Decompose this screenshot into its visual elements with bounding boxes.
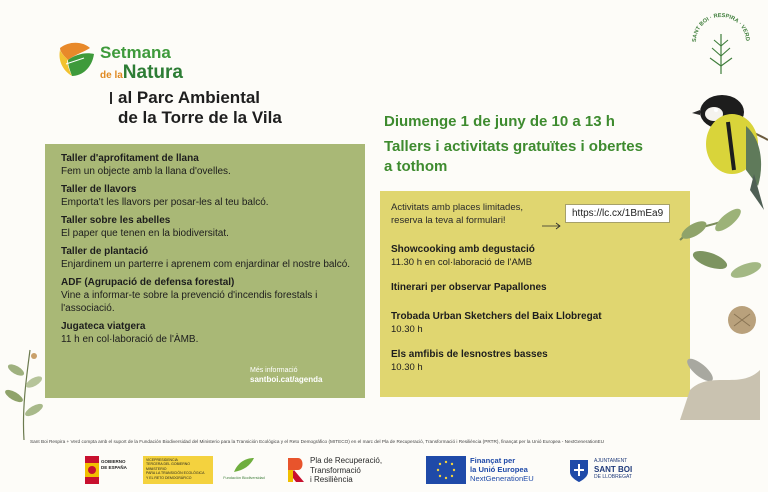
logo-line2-big: Natura: [122, 62, 183, 83]
notice-line1: Activitats amb places limitades,: [391, 202, 523, 213]
event-subtitle: Tallers i activitats gratuïtes i obertes a tothom: [384, 138, 643, 175]
great-tit-bird-illustration-icon: [650, 70, 768, 430]
logo-line2: [100, 63, 183, 82]
fundacion-biodiversidad-logo: [220, 456, 268, 484]
activity-title: Els amfibis de lesnostres basses: [391, 349, 548, 360]
activity-item: [391, 281, 690, 294]
more-info: [250, 366, 322, 385]
fern-plant-illustration-icon: [0, 330, 48, 440]
workshop-title: Jugateca viatgera: [61, 321, 146, 332]
venue-title: [118, 88, 282, 128]
activity-title: Itinerari per observar Papallones: [391, 282, 547, 293]
ajuntament-line3: DE LLOBREGAT: [594, 474, 632, 480]
workshop-desc: Fem un objecte amb la llana d'ovelles.: [61, 166, 231, 177]
miteco-line5: Y EL RETO DEMOGRÁFICO: [146, 475, 192, 480]
spain-coat-of-arms-icon: [85, 456, 99, 484]
miteco-line3: MINISTERIO: [146, 466, 167, 471]
badge-text: SANT BOI · RESPIRA · VERD: [691, 12, 751, 43]
workshop-title: Taller de llavors: [61, 184, 137, 195]
ajuntament-text: [594, 458, 632, 481]
gob-espana-text: [101, 459, 145, 470]
fundacion-text: Fundación Biodiversidad: [223, 476, 265, 480]
prtr-logo: [286, 454, 406, 486]
workshop-desc: Enjardinem un parterre i aprenem com enjardinar el nostre balcó.: [61, 259, 351, 270]
prtr-line1: Pla de Recuperació,: [310, 456, 383, 465]
workshop-desc: 11 h en col·laboració de l'ÀMB.: [61, 334, 199, 345]
venue-line1: al Parc Ambiental: [118, 88, 261, 107]
workshop-item: [61, 183, 365, 209]
event-logo: [100, 44, 183, 82]
miteco-block: [143, 456, 213, 484]
miteco-line2: TERCERA DEL GOBIERNO: [146, 462, 191, 467]
workshop-title: Taller d'aprofitament de llana: [61, 153, 199, 164]
workshop-title: Taller sobre les abelles: [61, 215, 171, 226]
prtr-line2: Transformació: [310, 465, 361, 475]
venue-line2: de la Torre de la Vila: [118, 108, 282, 127]
eu-line1: Finançat per: [470, 456, 516, 465]
eu-line2: la Unió Europea: [470, 465, 528, 474]
workshop-desc: El paper que tenen en la biodiversitat.: [61, 228, 229, 239]
more-info-label: Més informació: [250, 367, 298, 374]
event-date: Diumenge 1 de juny de 10 a 13 h: [384, 113, 615, 130]
eu-funding-logo: [426, 456, 550, 486]
activity-item: [391, 310, 690, 336]
workshop-item: [61, 320, 365, 346]
workshop-desc: Vine a informar-te sobre la prevenció d'incendis forestals i l'associació.: [61, 290, 318, 314]
funding-footnote: Sant Boi Respira + Verd compta amb el suport de la Fundación Biodiversidad del Ministerio para la Transición Ecológica y el Reto Demográfico (MITECO) en el marc del Pla de Recuperació, Transformació i Resiliència (PRTR), finançat per la Unió Europea - NextGenerationEU: [30, 439, 605, 444]
prtr-text: [310, 456, 382, 485]
miteco-line1: VICEPRESIDENCIA: [146, 458, 178, 462]
workshop-title: Taller de plantació: [61, 246, 149, 257]
logo-line2-small: de la: [100, 70, 123, 81]
registration-url[interactable]: https://lc.cx/1BmEa9: [565, 204, 670, 223]
eu-flag-icon: [426, 456, 466, 484]
more-info-link[interactable]: santboi.cat/agenda: [250, 375, 323, 384]
activity-desc: 11.30 h en col·laboració de l'AMB: [391, 257, 533, 268]
prtr-line3: i Resiliència: [310, 475, 353, 484]
sant-boi-shield-icon: [568, 456, 590, 484]
activity-item: [391, 348, 690, 374]
ajuntament-sant-boi-logo: [568, 454, 654, 488]
workshop-item: [61, 276, 365, 315]
notice-line2: reserva la teva al formulari!: [391, 215, 506, 226]
setmana-natura-leaf-logo-icon: [54, 38, 98, 82]
logo-line1: Setmana: [100, 43, 171, 62]
fundacion-leaf-icon: [232, 456, 256, 474]
workshops-panel: [45, 144, 365, 398]
workshop-item: [61, 152, 365, 178]
arrow-right-icon: [541, 222, 563, 230]
activity-title: Showcooking amb degustació: [391, 244, 535, 255]
ajuntament-line2: SANT BOI: [594, 465, 633, 474]
workshop-title: ADF (Agrupació de defensa forestal): [61, 277, 235, 288]
ajuntament-line1: AJUNTAMENT: [594, 458, 628, 464]
title-divider: [110, 92, 112, 104]
activity-item: [391, 243, 690, 269]
activity-desc: 10.30 h: [391, 324, 423, 335]
eu-line3: NextGenerationEU: [470, 474, 534, 483]
gob-espana-line2: DE ESPAÑA: [101, 464, 127, 470]
workshop-desc: Emporta't les llavors per posar-les al teu balcó.: [61, 197, 269, 208]
event-headline: [384, 112, 654, 177]
activity-title: Trobada Urban Sketchers del Baix Llobregat: [391, 311, 602, 322]
prtr-r-icon: [286, 456, 306, 484]
workshop-item: [61, 245, 365, 271]
gob-espana-line1: GOBIERNO: [101, 459, 126, 464]
gobierno-espana-logo: [85, 456, 213, 484]
activity-desc: 10.30 h: [391, 362, 423, 373]
workshop-item: [61, 214, 365, 240]
miteco-line4: PARA LA TRANSICIÓN ECOLÓGICA: [146, 471, 205, 476]
eu-text: [470, 456, 534, 483]
